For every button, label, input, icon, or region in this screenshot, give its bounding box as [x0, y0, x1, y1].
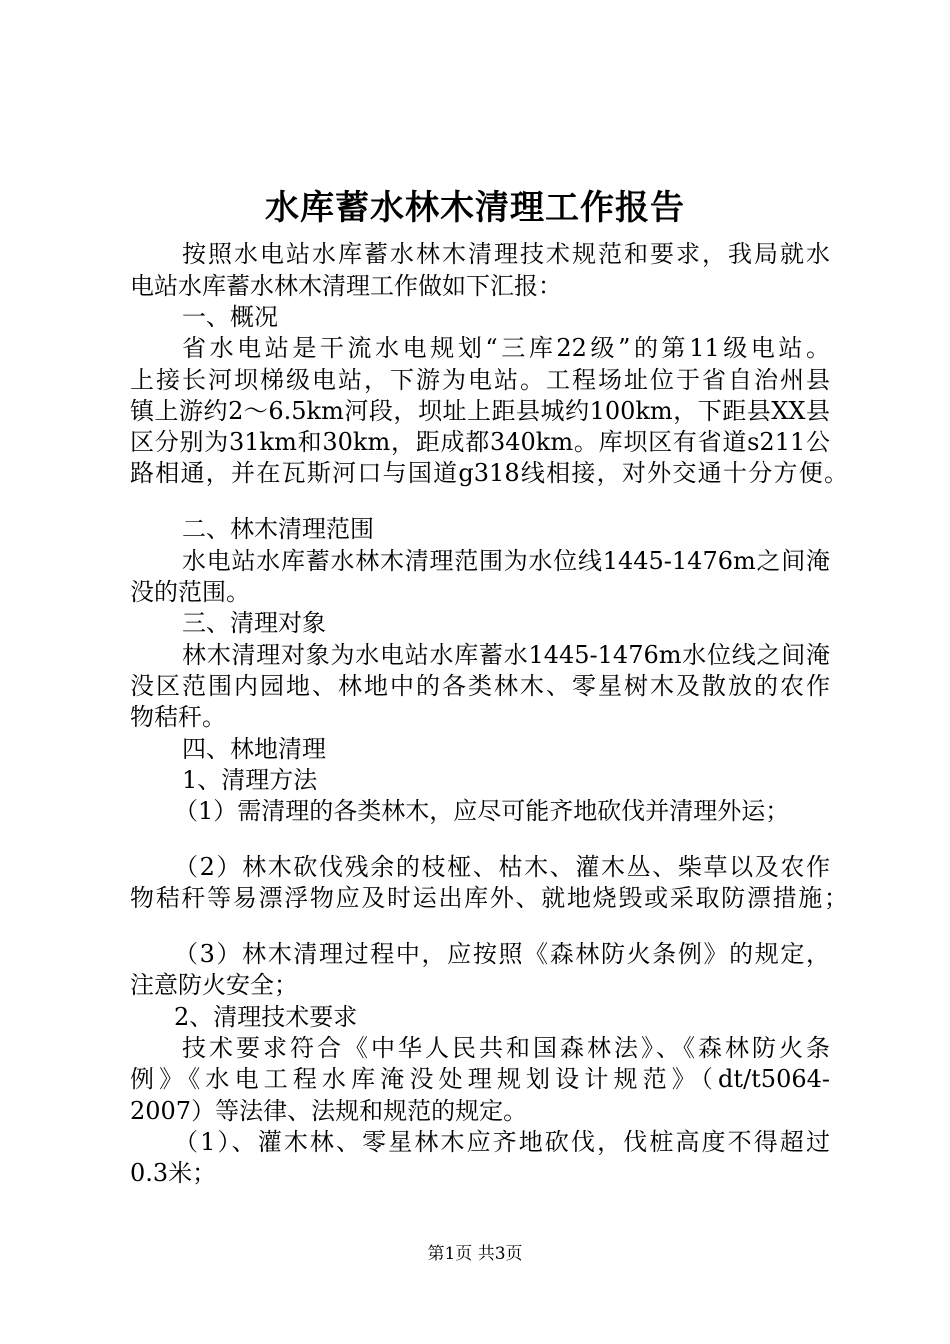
paragraph-line: 镇上游约2～6.5km河段，坝址上距县城约100km，下距县XX县 — [130, 397, 830, 425]
paragraph-line: 路相通，并在瓦斯河口与国道g318线相接，对外交通十分方便。 — [130, 459, 848, 487]
paragraph-line: 区分别为31km和30km，距成都340km。库坝区有省道s211公 — [130, 428, 830, 456]
list-item: （3）林木清理过程中，应按照《森林防火条例》的规定， — [174, 940, 830, 968]
section-heading: 三、清理对象 — [182, 609, 326, 637]
paragraph-line: 按照水电站水库蓄水林木清理技术规范和要求，我局就水 — [182, 240, 830, 268]
paragraph-line: 0.3米； — [130, 1159, 217, 1187]
paragraph-line: 例》《水电工程水库淹没处理规划设计规范》（dt/t5064- — [130, 1065, 830, 1093]
paragraph-line: 水电站水库蓄水林木清理范围为水位线1445-1476m之间淹 — [182, 547, 830, 575]
list-item: （1）需清理的各类林木，应尽可能齐地砍伐并清理外运； — [174, 797, 790, 825]
list-item: （2）林木砍伐残余的枝桠、枯木、灌木丛、柴草以及农作 — [174, 853, 830, 881]
paragraph-line: 技术要求符合《中华人民共和国森林法》、《森林防火条 — [182, 1034, 830, 1062]
paragraph-line: 注意防火安全； — [130, 971, 298, 999]
section-heading: 二、林木清理范围 — [182, 515, 374, 543]
paragraph-line: 物秸秆。 — [130, 703, 226, 731]
paragraph-line: 物秸秆等易漂浮物应及时运出库外、就地烧毁或采取防漂措施； — [130, 884, 848, 912]
subsection-heading: 2、清理技术要求 — [174, 1003, 358, 1031]
document-title: 水库蓄水林木清理工作报告 — [265, 188, 685, 228]
paragraph-line: 没的范围。 — [130, 578, 250, 606]
paragraph-line: 没区范围内园地、林地中的各类林木、零星树木及散放的农作 — [130, 672, 830, 700]
list-item: （1）、灌木林、零星林木应齐地砍伐，伐桩高度不得超过 — [174, 1128, 830, 1156]
paragraph-line: 林木清理对象为水电站水库蓄水1445-1476m水位线之间淹 — [182, 641, 830, 669]
paragraph-line: 省水电站是干流水电规划“三库22级”的第11级电站。 — [182, 334, 830, 362]
paragraph-line: 2007）等法律、法规和规范的规定。 — [130, 1097, 528, 1125]
section-heading: 四、林地清理 — [182, 735, 326, 763]
page-footer: 第1页 共3页 — [427, 1244, 523, 1264]
paragraph-line: 电站水库蓄水林木清理工作做如下汇报： — [130, 272, 562, 300]
paragraph-line: 上接长河坝梯级电站，下游为电站。工程场址位于省自治州县 — [130, 366, 830, 394]
subsection-heading: 1、清理方法 — [182, 766, 318, 794]
section-heading: 一、概况 — [182, 303, 278, 331]
